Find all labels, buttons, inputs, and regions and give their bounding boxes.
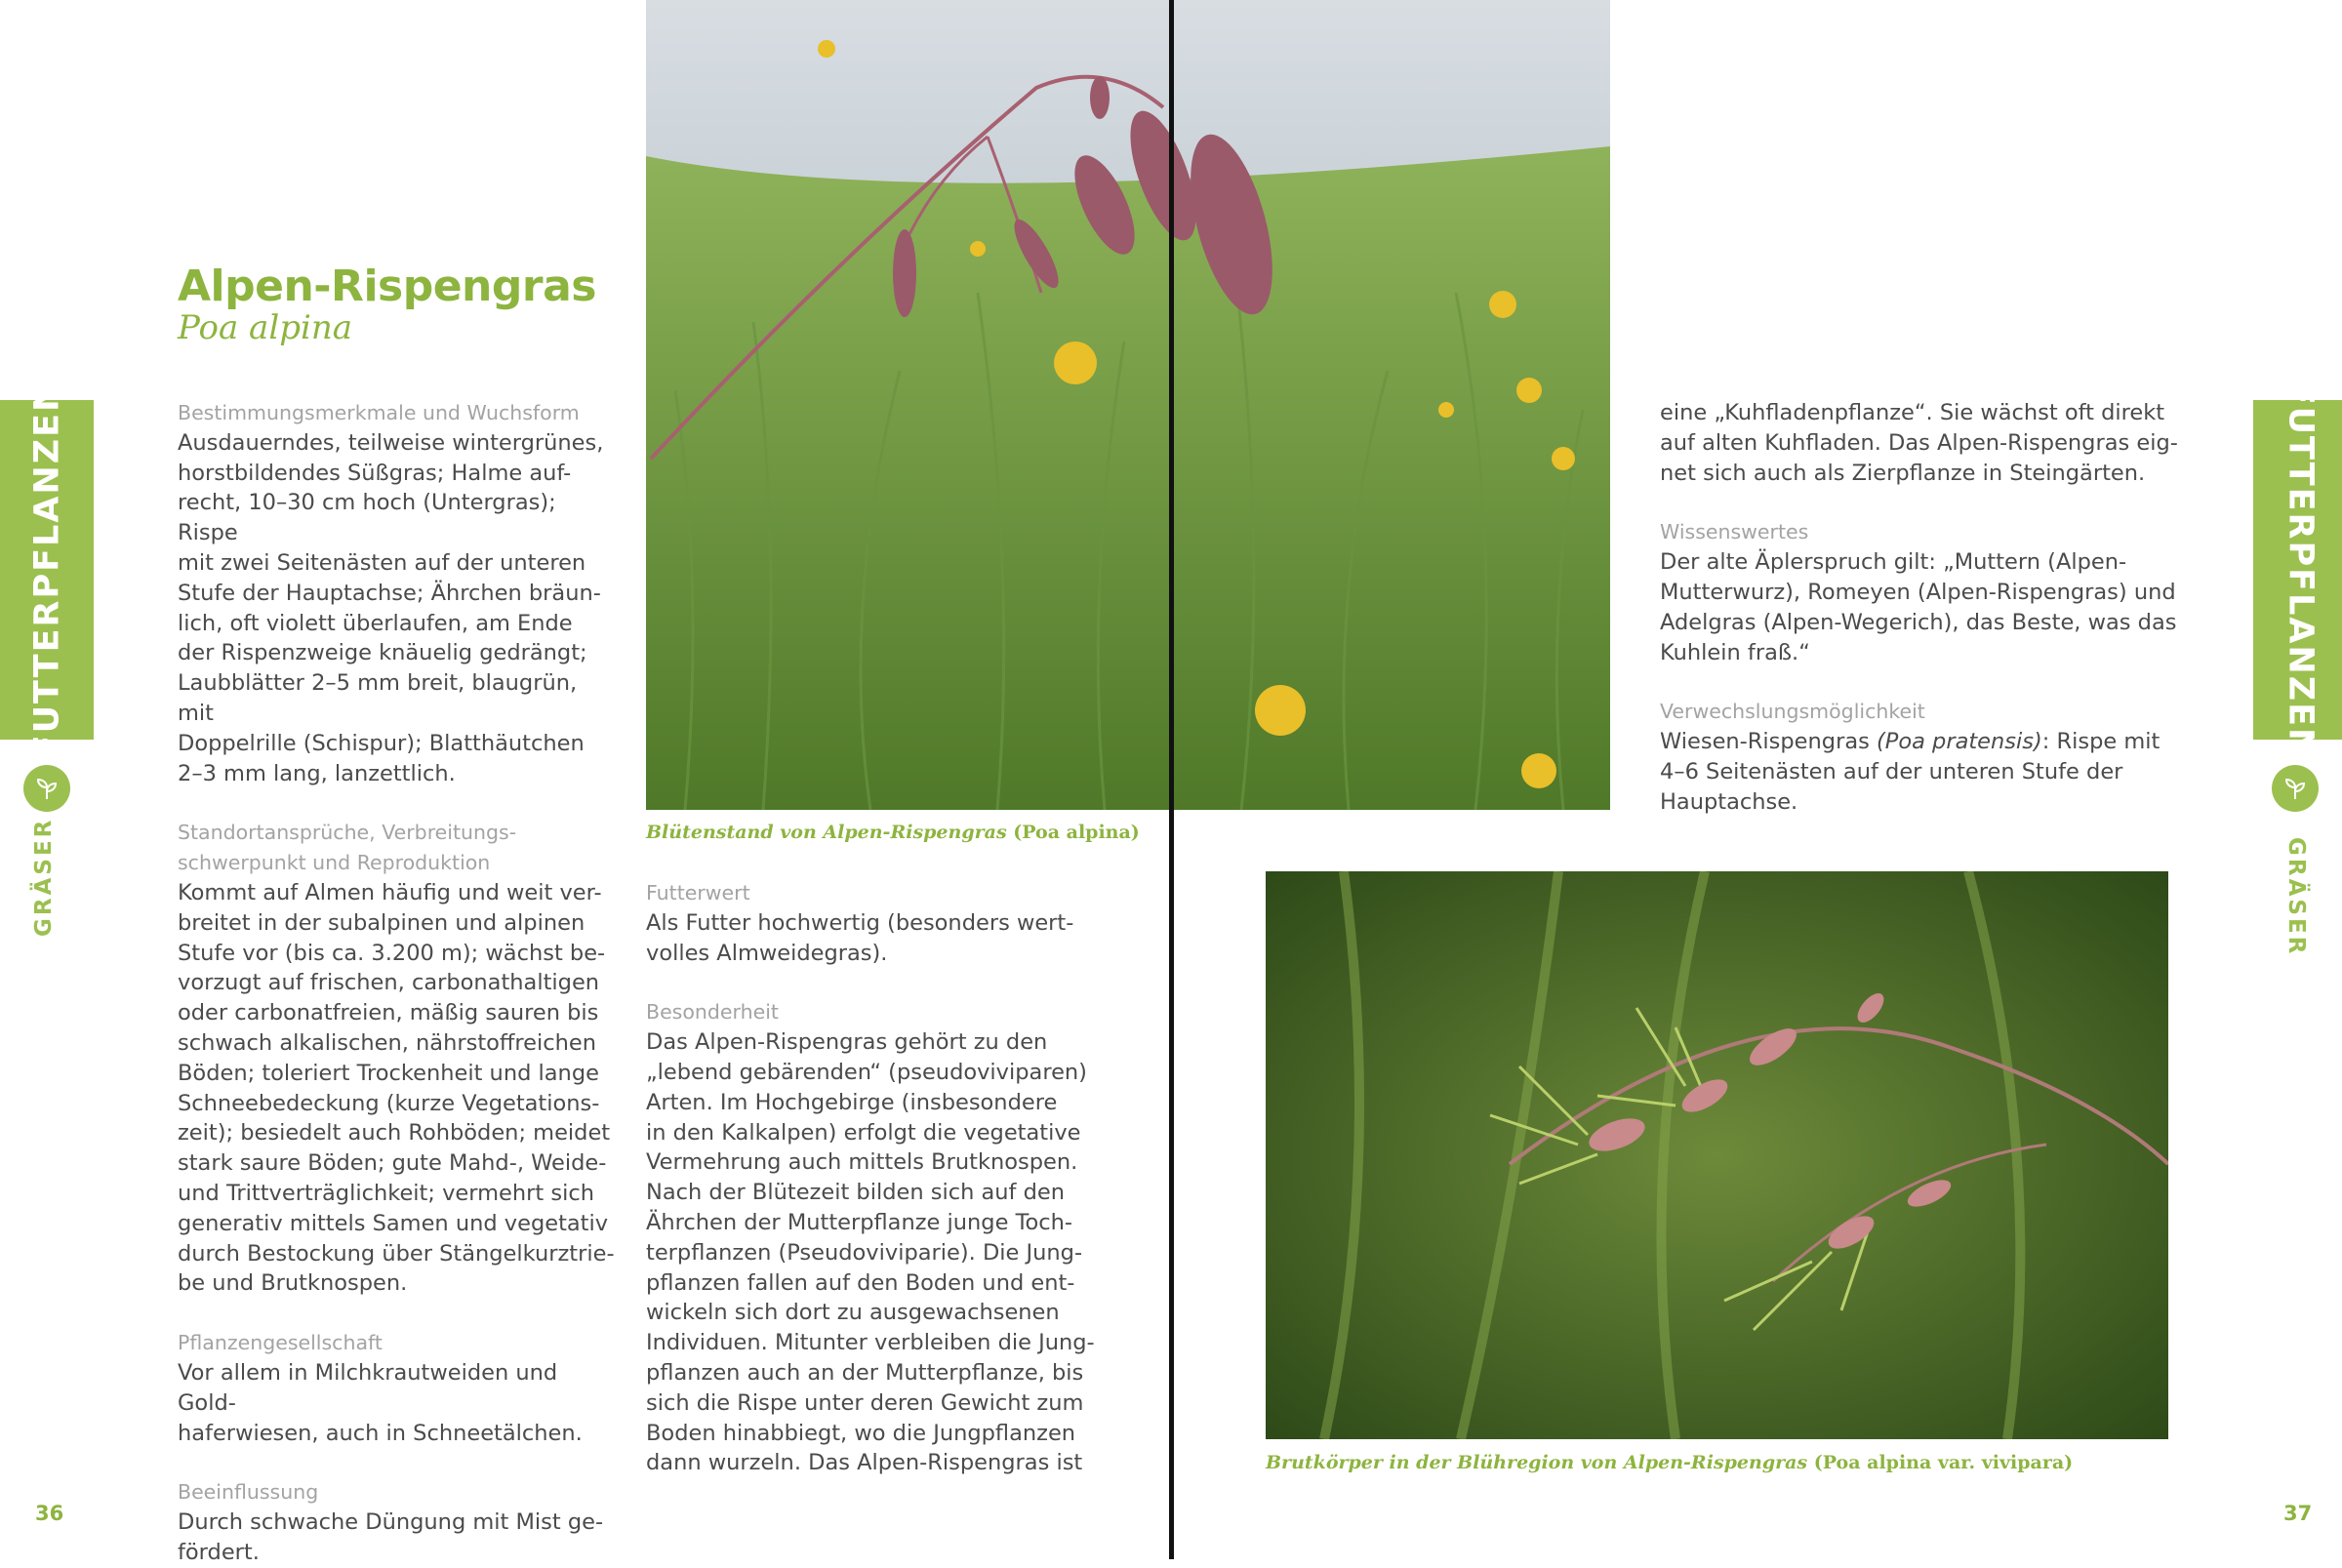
text-line: lich, oft violett überlaufen, am Ende (178, 610, 573, 636)
text-line: horstbildendes Süßgras; Halme auf- (178, 460, 572, 486)
section-body (646, 908, 1095, 969)
species-name: (Poa pratensis) (1876, 729, 2042, 755)
page-subtitle: Poa alpina (178, 308, 352, 347)
text-line: Kommt auf Almen häufig und weit ver- (178, 879, 602, 905)
section-body (1660, 547, 2206, 667)
text-line: Durch schwache Düngung mit Mist ge- (178, 1509, 604, 1536)
text-line: Vermehrung auch mittels Brutknospen. (646, 1149, 1078, 1176)
text-line: net sich auch als Zierpflanze in Steingärten. (1660, 460, 2146, 486)
label-line: Standortansprüche, Verbreitungs- (178, 821, 517, 845)
right-column (1660, 398, 2206, 818)
text-line: eine „Kuhfladenpflanze“. Sie wächst oft direkt (1660, 400, 2165, 425)
text-line: und Trittverträglichkeit; vermehrt sich (178, 1180, 594, 1206)
section-label (178, 818, 617, 878)
text-line: vorzugt auf frischen, carbonathaltigen (178, 970, 600, 996)
text-line: mit zwei Seitenästen auf der unteren (178, 549, 586, 576)
text-line: Arten. Im Hochgebirge (insbesondere (646, 1089, 1058, 1115)
photo-caption-right (1266, 1452, 2073, 1473)
section-label: Bestimmungsmerkmale und Wuchsform (178, 401, 580, 424)
text-line: der Rispenzweige knäuelig gedrängt; (178, 640, 587, 666)
caption-species: (Poa alpina) (1013, 822, 1140, 843)
text-line: sich die Rispe unter deren Gewicht zum (646, 1389, 1084, 1416)
intro-text (1660, 398, 2206, 488)
text-line: Der alte Äplerspruch gilt: „Muttern (Alpen- (1660, 549, 2127, 576)
text-line: Ährchen der Mutterpflanze junge Toch- (646, 1209, 1073, 1235)
section-label: Wissenswertes (1660, 520, 1809, 544)
section-label: Futterwert (646, 881, 750, 905)
text-line: Hauptachse. (1660, 788, 1798, 815)
section-label: Verwechslungsmöglichkeit (1660, 700, 1925, 724)
text-line: Schneebedeckung (kurze Vegetations- (178, 1090, 600, 1116)
middle-column (646, 878, 1095, 1478)
text-line: Boden hinabbiegt, wo die Jungpflanzen (646, 1420, 1076, 1446)
text-line: zeit); besiedelt auch Rohböden; meidet (178, 1120, 611, 1146)
text-line: pflanzen auch an der Mutterpflanze, bis (646, 1359, 1084, 1386)
text-line: 4–6 Seitenästen auf der unteren Stufe der (1660, 758, 2123, 784)
text-line: Ausdauerndes, teilweise wintergrünes, (178, 429, 604, 456)
text-line: wickeln sich dort zu ausgewachsenen (646, 1300, 1060, 1326)
section-body (178, 878, 617, 1299)
chapter-tab-label: FUTTERPFLANZEN (27, 381, 66, 759)
leaf-icon (23, 765, 70, 812)
text-line: „lebend gebärenden“ (pseudoviviparen) (646, 1059, 1087, 1085)
page-gutter (1169, 0, 1174, 1559)
text-line: pflanzen fallen auf den Boden und ent- (646, 1269, 1075, 1296)
section-body (178, 1508, 617, 1568)
text-line (1660, 727, 2206, 757)
label-line: schwerpunkt und Reproduktion (178, 851, 491, 875)
text-line: Nach der Blütezeit bilden sich auf den (646, 1180, 1066, 1206)
section-label-left: GRÄSER (31, 817, 57, 937)
text-line: Doppelrille (Schispur); Blatthäutchen (178, 730, 585, 756)
text-line: Böden; toleriert Trockenheit und lange (178, 1060, 599, 1086)
section-body (178, 428, 617, 789)
text-line: Stufe vor (bis ca. 3.200 m); wächst be- (178, 940, 606, 966)
caption-text: Brutkörper in der Blühregion von Alpen-Rispengras (1266, 1452, 1808, 1473)
text-line: in den Kalkalpen) erfolgt die vegetative (646, 1119, 1081, 1146)
section-label: Pflanzengesellschaft (178, 1331, 383, 1355)
page-number-left: 36 (35, 1502, 64, 1525)
photo-caption-left (646, 822, 1140, 843)
text-fragment: Wiesen-Rispengras (1660, 729, 1877, 755)
text-line: generativ mittels Samen und vegetativ (178, 1210, 609, 1236)
text-line: Als Futter hochwertig (besonders wert- (646, 909, 1074, 936)
text-line: terpflanzen (Pseudoviviparie). Die Jung- (646, 1239, 1083, 1266)
text-line: haferwiesen, auch in Schneetälchen. (178, 1420, 583, 1446)
text-line: volles Almweidegras). (646, 940, 888, 966)
text-line: durch Bestockung über Stängelkurztrie- (178, 1240, 615, 1266)
vivipara-photo (1266, 871, 2168, 1439)
text-line: oder carbonatfreien, mäßig sauren bis (178, 1000, 599, 1026)
chapter-tab-left (0, 381, 94, 759)
left-column (178, 398, 617, 1568)
section-body (1660, 727, 2206, 817)
caption-species: (Poa alpina var. vivipara) (1813, 1452, 2074, 1473)
text-line: fördert. (178, 1539, 260, 1565)
text-line: breitet in der subalpinen und alpinen (178, 909, 586, 936)
text-line: Das Alpen-Rispengras gehört zu den (646, 1029, 1048, 1056)
section-body (178, 1358, 617, 1448)
section-label: Besonderheit (646, 1000, 779, 1025)
text-line: Kuhlein fraß.“ (1660, 639, 1810, 665)
chapter-tab-label: FUTTERPFLANZEN (2281, 381, 2320, 759)
section-label-right: GRÄSER (2283, 837, 2309, 957)
caption-text: Blütenstand von Alpen-Rispengras (646, 822, 1007, 843)
text-line: dann wurzeln. Das Alpen-Rispengras ist (646, 1450, 1083, 1476)
text-line: Individuen. Mitunter verbleiben die Jung- (646, 1330, 1095, 1356)
text-line: Adelgras (Alpen-Wegerich), das Beste, was das (1660, 609, 2177, 635)
text-line: schwach alkalischen, nährstoffreichen (178, 1029, 597, 1056)
text-line: Stufe der Hauptachse; Ährchen bräun- (178, 580, 601, 606)
text-line: auf alten Kuhfladen. Das Alpen-Rispengras eig- (1660, 429, 2178, 456)
text-line: Laubblätter 2–5 mm breit, blaugrün, mit (178, 670, 578, 726)
section-label: Beeinflussung (178, 1480, 319, 1505)
text-line: recht, 10–30 cm hoch (Untergras); Rispe (178, 490, 556, 546)
text-line: Mutterwurz), Romeyen (Alpen-Rispengras) und (1660, 579, 2176, 605)
text-line: stark saure Böden; gute Mahd-, Weide- (178, 1150, 607, 1177)
text-line: Vor allem in Milchkrautweiden und Gold- (178, 1359, 558, 1416)
leaf-icon (2272, 765, 2319, 812)
page-title: Alpen-Rispengras (178, 261, 596, 311)
chapter-tab-right (2253, 381, 2342, 759)
text-line: 2–3 mm lang, lanzettlich. (178, 760, 456, 786)
section-body (646, 1027, 1095, 1478)
text-line: be und Brutknospen. (178, 1270, 408, 1297)
page-number-right: 37 (2283, 1502, 2313, 1525)
text-fragment: : Rispe mit (2041, 729, 2160, 755)
meadow-photo (646, 0, 1610, 810)
